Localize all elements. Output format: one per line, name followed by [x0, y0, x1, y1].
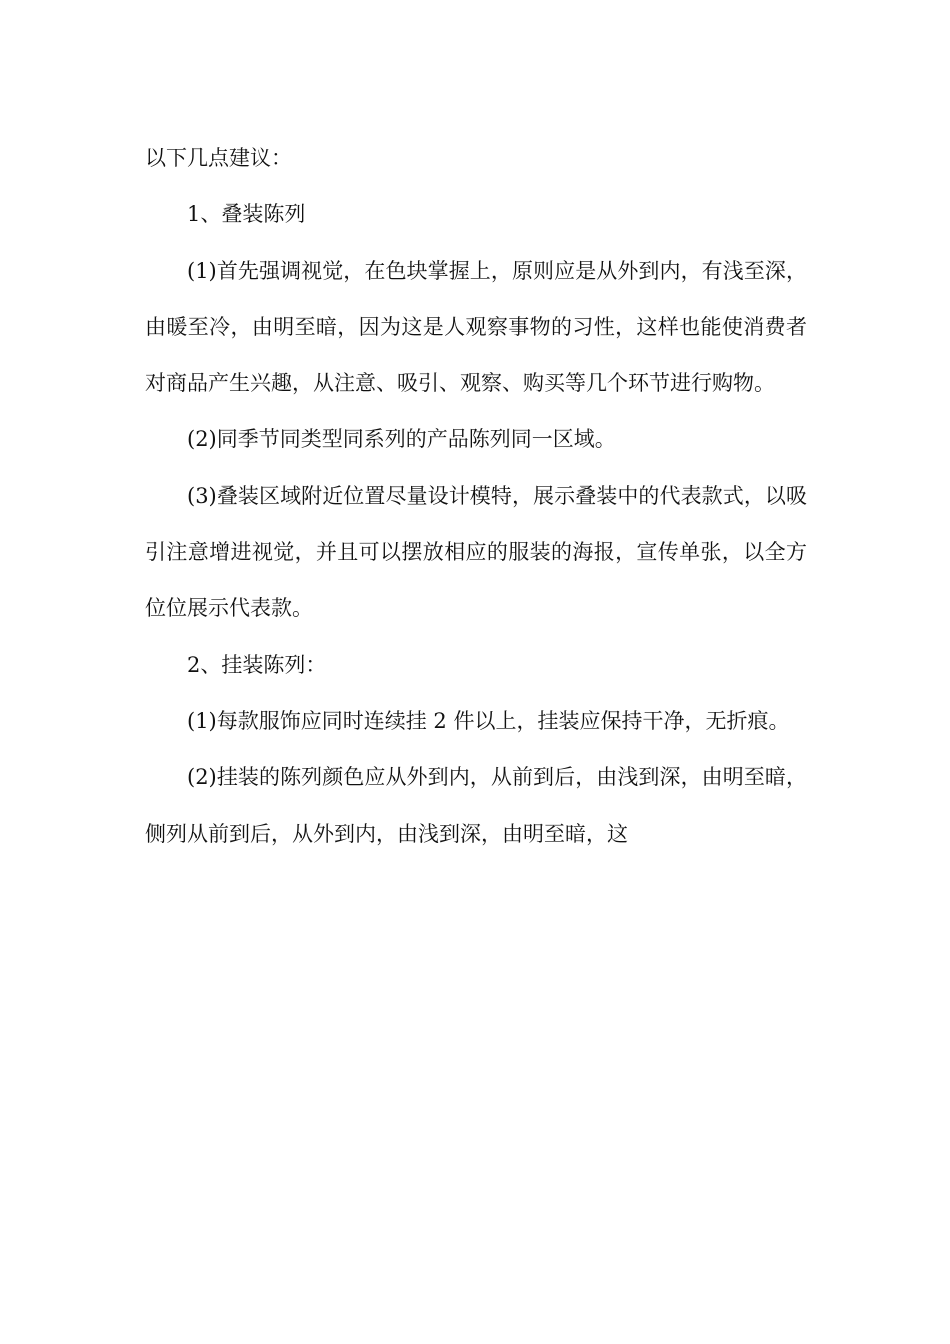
paragraph-stacked-rule-3: (3)叠装区域附近位置尽量设计模特，展示叠装中的代表款式，以吸引注意增进视觉，并且可以摆放相应的服装的海报，宣传单张，以全方位位展示代表款。 — [145, 483, 807, 621]
paragraph-intro: 以下几点建议： — [145, 146, 292, 170]
paragraph-hanging-rule-2: (2)挂装的陈列颜色应从外到内，从前到后，由浅到深，由明至暗，侧列从前到后，从外到内，由浅到深，由明至暗，这 — [145, 765, 807, 846]
heading-hanging-display: 2、挂装陈列： — [187, 652, 327, 677]
document-body — [145, 130, 807, 862]
paragraph-stacked-rule-1: (1)首先强调视觉，在色块掌握上，原则应是从外到内，有浅至深，由暖至冷，由明至暗，因为这是人观察事物的习性，这样也能使消费者对商品产生兴趣，从注意、吸引、观察、购买等几个环节进行购物。 — [145, 258, 807, 396]
heading-stacked-display: 1、叠装陈列 — [187, 202, 306, 227]
paragraph-hanging-rule-1: (1)每款服饰应同时连续挂 2 件以上，挂装应保持干净，无折痕。 — [187, 708, 790, 733]
paragraph-stacked-rule-2: (2)同季节同类型同系列的产品陈列同一区域。 — [187, 427, 616, 452]
